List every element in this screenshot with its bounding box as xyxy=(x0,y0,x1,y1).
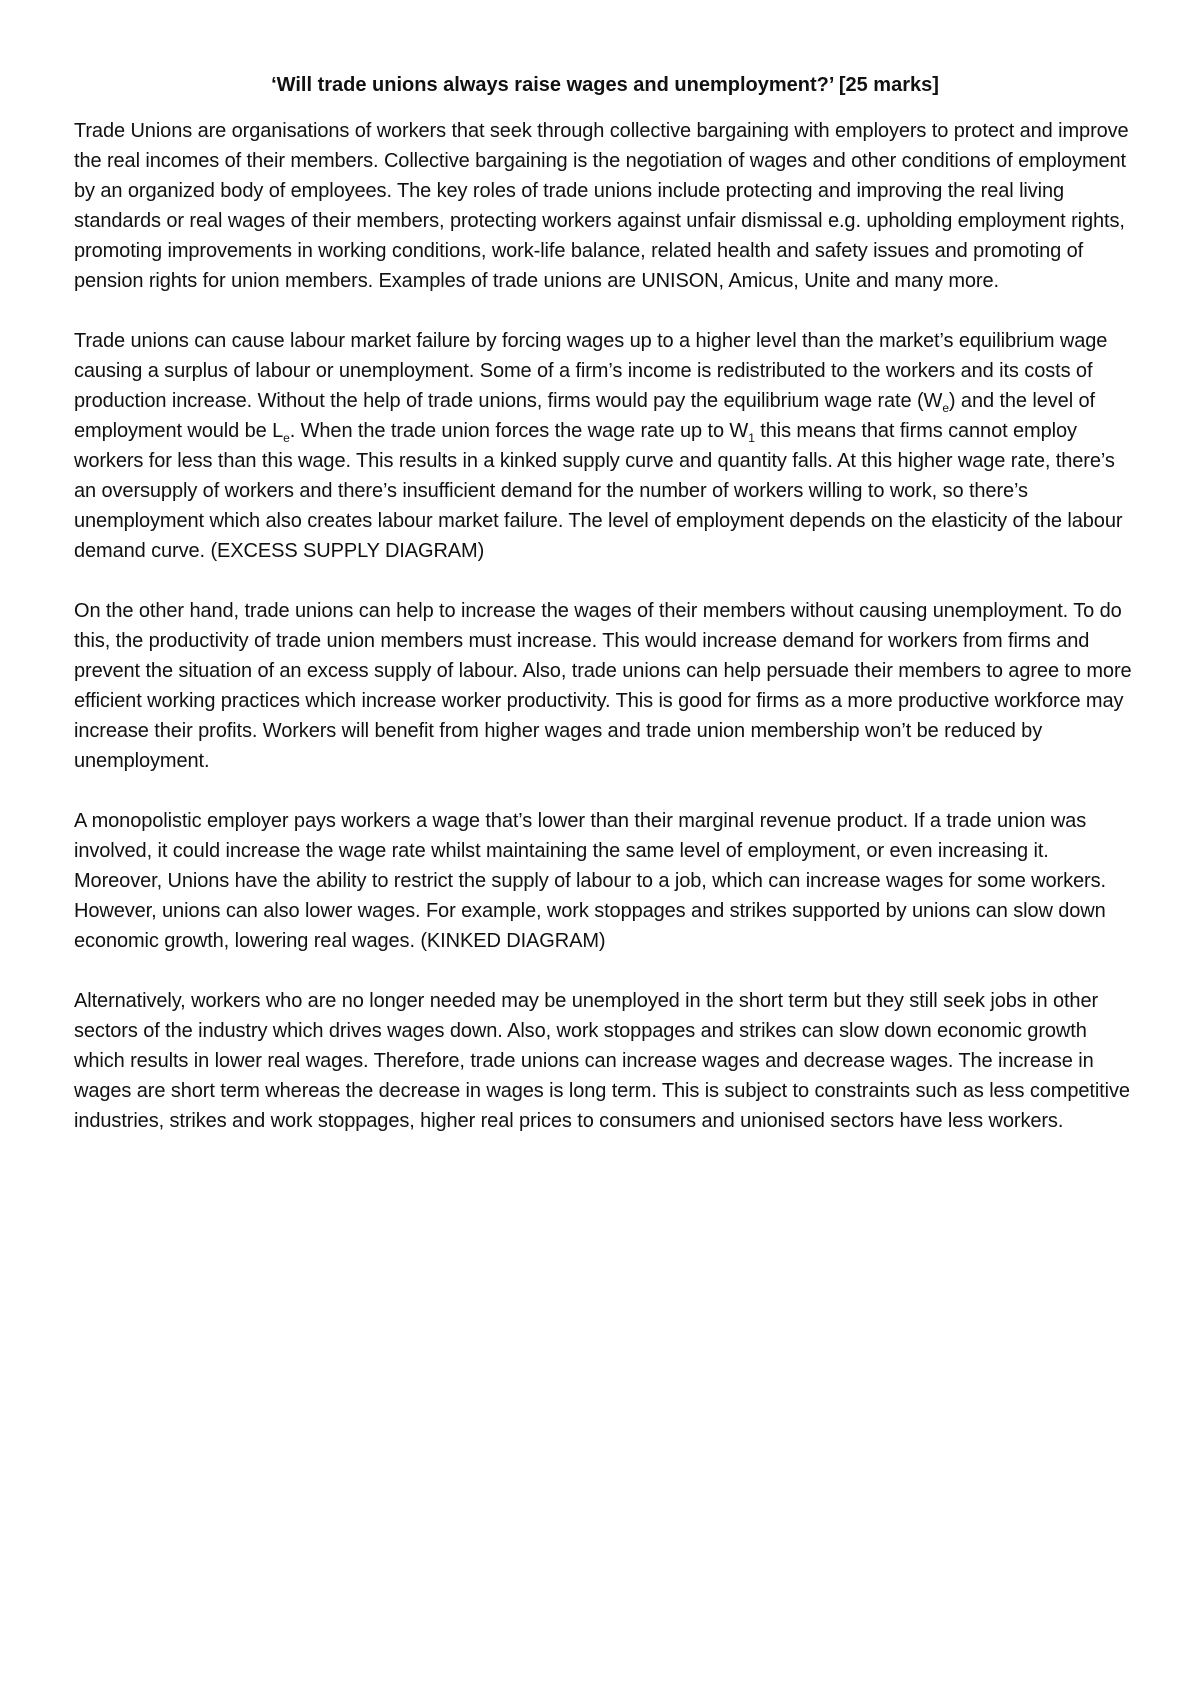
paragraph-conclusion: Alternatively, workers who are no longer needed may be unemployed in the short term but they still seek jobs in other sectors of the industry which drives wages down. Also, work stoppages and strikes can slow down economic growth which results in lower real wages. Therefore, trade unions can increase wages and decrease wages. The increase in wages are short term whereas the decrease in wages is long term. This is subject to constraints such as less competitive industries, strikes and work stoppages, higher real prices to consumers and unionised sectors have less workers. xyxy=(74,990,1130,1132)
paragraph-text: ) and the level of employment would be L xyxy=(74,390,1095,442)
document-page xyxy=(74,70,1136,1166)
paragraph-definition: Trade Unions are organisations of workers that seek through collective bargaining with employers to protect and improve the real incomes of their members. Collective bargaining is the negotiation of wages and other conditions of employment by an organized body of employees. The key roles of trade unions include protecting and improving the real living standards or real wages of their members, protecting workers against unfair dismissal e.g. upholding employment rights, promoting improvements in working conditions, work-life balance, related health and safety issues and promoting of pension rights for union members. Examples of trade unions are UNISON, Amicus, Unite and many more. xyxy=(74,120,1129,292)
paragraph-productivity: On the other hand, trade unions can help to increase the wages of their members without causing unemployment. To do this, the productivity of trade union members must increase. This would increase demand for workers from firms and prevent the situation of an excess supply of labour. Also, trade unions can help persuade their members to agree to more efficient working practices which increase worker productivity. This is good for firms as a more productive workforce may increase their profits. Workers will benefit from higher wages and trade union membership won’t be reduced by unemployment. xyxy=(74,600,1132,772)
paragraph-text: . When the trade union forces the wage rate up to W xyxy=(289,420,749,442)
paragraph-text: Trade unions can cause labour market failure by forcing wages up to a higher level than the market’s equilibrium wage causing a surplus of labour or unemployment. Some of a firm’s income is redistributed to the workers and its costs of production increase. Without the help of trade unions, firms would pay the equilibrium wage rate (W xyxy=(74,330,1108,412)
paragraph-market-failure xyxy=(74,326,1136,566)
paragraph-text: this means that firms cannot employ workers for less than this wage. This results in a kinked supply curve and quantity falls. At this higher wage rate, there’s an oversupply of workers and there’s insufficient demand for the number of workers willing to work, so there’s unemployment which also creates labour market failure. The level of employment depends on the elasticity of the labour demand curve. (EXCESS SUPPLY DIAGRAM) xyxy=(74,420,1123,562)
paragraph-monopsony: A monopolistic employer pays workers a wage that’s lower than their marginal revenue product. If a trade union was involved, it could increase the wage rate whilst maintaining the same level of employment, or even increasing it. Moreover, Unions have the ability to restrict the supply of labour to a job, which can increase wages for some workers. However, unions can also lower wages. For example, work stoppages and strikes supported by unions can slow down economic growth, lowering real wages. (KINKED DIAGRAM) xyxy=(74,810,1106,952)
subscript-1: 1 xyxy=(748,431,755,445)
essay-title: ‘Will trade unions always raise wages and unemployment?’ [25 marks] xyxy=(271,74,939,96)
subscript-e: e xyxy=(283,431,290,445)
subscript-e: e xyxy=(942,401,949,415)
